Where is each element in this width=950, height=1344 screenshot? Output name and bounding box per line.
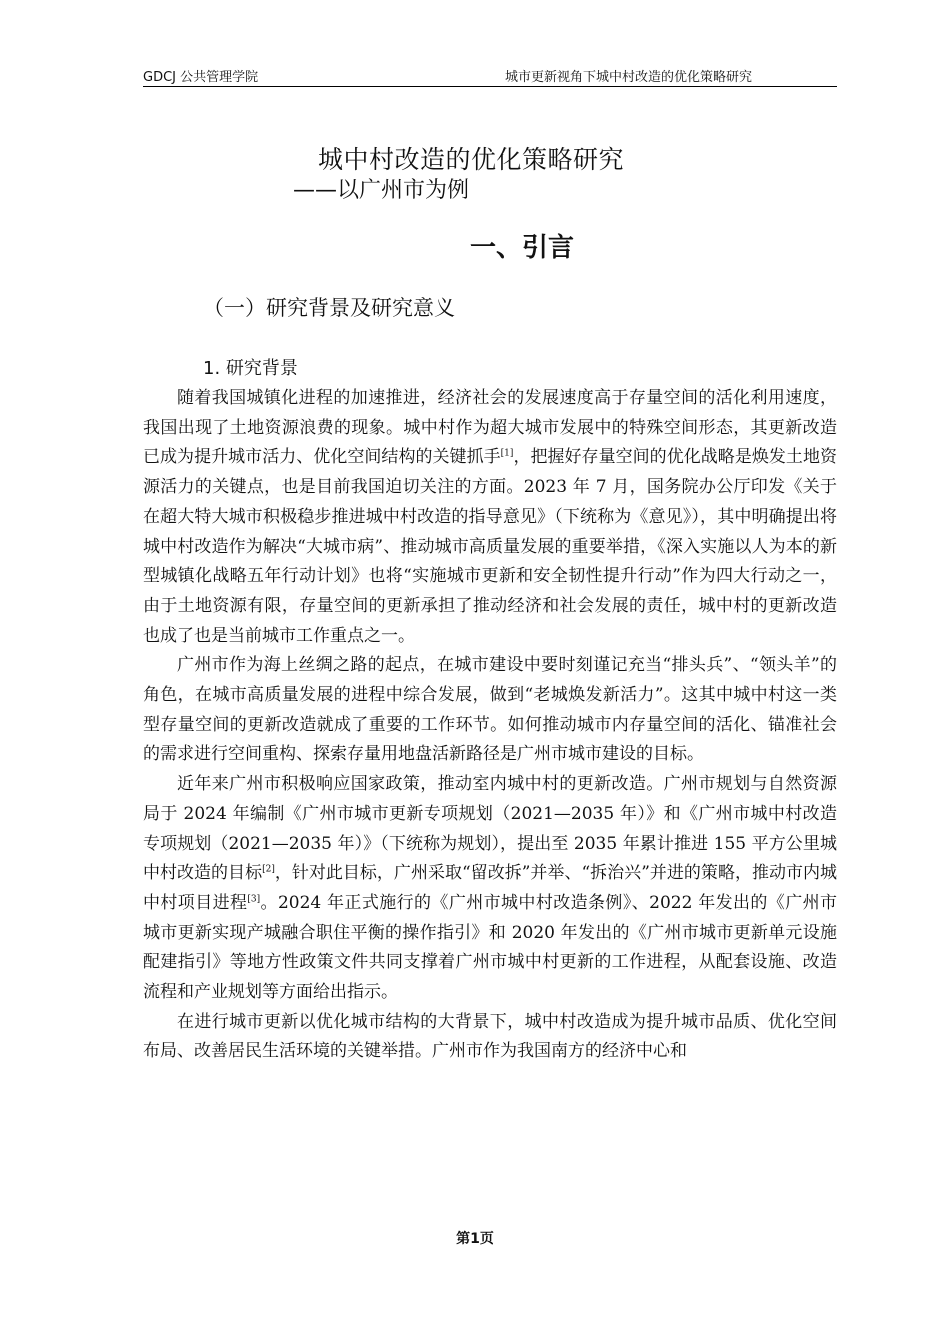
- citation-3: [3]: [247, 894, 261, 905]
- subsubsection-heading: 1. 研究背景: [203, 358, 298, 379]
- citation-2: [2]: [262, 864, 275, 875]
- header-divider: [143, 86, 837, 87]
- subsection-heading: （一）研究背景及研究意义: [203, 296, 455, 320]
- page-number: 第1页: [456, 1231, 494, 1247]
- paragraph-4: 在进行城市更新以优化城市结构的大背景下，城中村改造成为提升城市品质、优化空间布局、改善居民生活环境的关键举措。广州市作为我国南方的经济中心和: [143, 1011, 837, 1062]
- body-text: [143, 384, 837, 1067]
- paragraph-3: 近年来广州市积极响应国家政策，推动室内城中村的更新改造。广州市规划与自然资源局于 2024 年编制《广州市城市更新专项规划（2021—2035 年）》和《广州市城中村改造专项规划（2021—2035 年）》（下统称为规划），提出至 2035 年累计推进 155 平方公里城中村改造的目标[2]，针对此目标，广州采取“留改拆”并举、“拆治兴”并进的策略，推动市内城中村项目进程[3]。2024 年正式施行的《广州市城中村改造条例》、2022 年发出的《广州市城市更新实现产城融合职住平衡的操作指引》和 2020 年发出的《广州市城市更新单元设施配建指引》等地方性政策文件共同支撑着广州市城中村更新的工作进程，从配套设施、改造流程和产业规划等方面给出指示。: [143, 774, 838, 1003]
- citation-1: [1]: [500, 448, 514, 459]
- paragraph-1: 随着我国城镇化进程的加速推进，经济社会的发展速度高于存量空间的活化利用速度，我国出现了土地资源浪费的现象。城中村作为超大城市发展中的特殊空间形态，其更新改造已成为提升城市活力、优化空间结构的关键抓手[1]，把握好存量空间的优化战略是焕发土地资源活力的关键点，也是目前我国迫切关注的方面。2023 年 7 月，国务院办公厅印发《关于在超大特大城市积极稳步推进城中村改造的指导意见》（下统称为《意见》），其中明确提出将城中村改造作为解决“大城市病”、推动城市高质量发展的重要举措，《深入实施以人为本的新型城镇化战略五年行动计划》也将“实施城市更新和安全韧性提升行动”作为四大行动之一，由于土地资源有限，存量空间的更新承担了推动经济和社会发展的责任，城中村的更新改造也成了也是当前城市工作重点之一。: [143, 388, 837, 646]
- document-title: 城中村改造的优化策略研究: [318, 145, 625, 174]
- section-heading: 一、引言: [470, 233, 575, 263]
- header-left-text: GDCJ 公共管理学院: [143, 70, 259, 85]
- document-subtitle: ——以广州市为例: [293, 178, 470, 203]
- header-right-text: 城市更新视角下城中村改造的优化策略研究: [505, 70, 753, 85]
- paragraph-2: 广州市作为海上丝绸之路的起点，在城市建设中要时刻谨记充当“排头兵”、“领头羊”的角色，在城市高质量发展的进程中综合发展，做到“老城焕发新活力”。这其中城中村这一类型存量空间的更新改造就成了重要的工作环节。如何推动城市内存量空间的活化、锚准社会的需求进行空间重构、探索存量用地盘活新路径是广州市城市建设的目标。: [143, 655, 837, 765]
